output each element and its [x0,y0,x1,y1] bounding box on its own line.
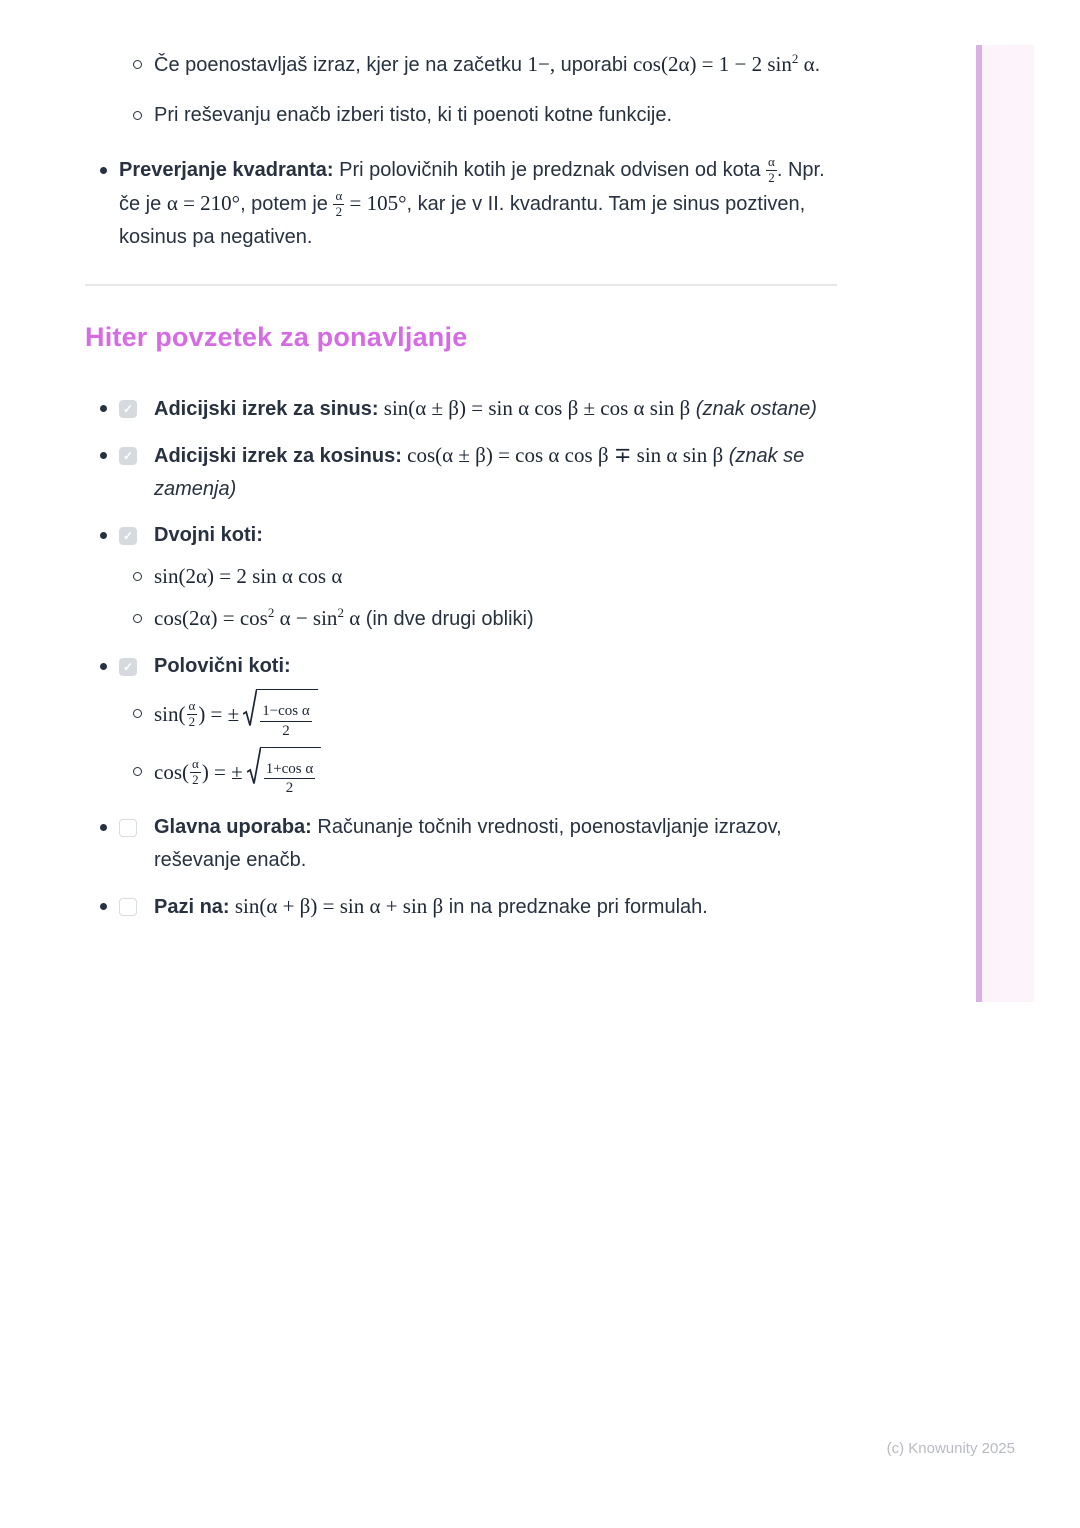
bullet-icon [100,824,107,831]
check-icon: ✓ [122,449,134,463]
math-segment: 1−, [527,52,556,76]
math-segment: cos(α ± β) = cos α cos β ∓ sin α sin β [401,443,724,467]
checkbox-checked[interactable] [119,400,137,418]
text-segment: uporabi [555,54,633,76]
math-segment: ) = ± [198,702,240,727]
math-superscript: 2 [791,51,799,66]
radical-icon [247,747,261,789]
text-segment: Računanje točnih vrednosti, poenostavljanje izrazov, reševanje enačb. [154,816,782,871]
checklist-item-adicijski-kosinus [85,439,837,506]
fraction-numerator: α [768,154,775,170]
checklist-item-dvojni-koti [85,519,837,552]
item-label: Adicijski izrek za sinus: [154,398,379,420]
fraction-alpha-over-2 [766,155,777,186]
checklist-item-pazi-na [85,890,837,924]
item-label: Pazi na: [154,896,230,918]
fraction-denominator: 2 [192,771,199,787]
copyright-notice: (c) Knowunity 2025 [886,1440,1015,1457]
fraction-alpha-over-2 [333,189,344,220]
fraction-radicand [264,760,316,799]
summary-checklist [85,392,837,924]
text-segment: , potem je [240,193,334,215]
item-label: Dvojni koti: [154,524,263,546]
checklist-item-text [154,439,837,506]
section-heading: Hiter povzetek za ponavljanje [85,322,468,352]
radicand [260,747,322,799]
item-label: Glavna uporaba: [154,816,312,838]
fraction-numerator: α [188,698,196,714]
math-segment: sin(α ± β) = sin α cos β ± cos α sin β [378,396,691,420]
checklist-item-polovicni-koti [85,650,837,683]
math-segment: cos(2α) = 1 − 2 sin [632,52,792,76]
fraction-alpha-over-2 [187,699,198,730]
formula-half-angle-sin [85,689,837,741]
fraction-numerator: α [335,188,343,204]
text-segment: (in dve drugi obliki) [360,608,534,630]
bullet-icon [100,405,107,412]
check-icon: ✓ [122,660,134,674]
circle-bullet-icon [133,572,142,581]
notes-content [85,48,837,924]
fraction-numerator: 1−cos α [260,702,312,722]
formula-half-angle-cos [85,747,837,799]
checklist-item-text [154,392,837,426]
math-segment: = 105° [344,191,407,215]
radicand [256,689,318,741]
bullet-icon [100,452,107,459]
checklist-item-text [154,650,837,683]
item-label: Polovični koti: [154,655,291,677]
radical-icon [243,689,257,731]
formula-text [154,560,837,594]
checkbox-checked[interactable] [119,527,137,545]
checklist-item-text [154,890,837,924]
tips-section [85,48,837,254]
list-item-quadrant-check [85,154,837,254]
item-note: (znak ostane) [690,398,817,420]
math-segment: ) = ± [201,759,243,784]
formula-text [154,689,837,741]
bullet-icon [100,532,107,539]
circle-bullet-icon [133,767,142,776]
math-segment: α − sin [274,606,338,630]
circle-bullet-icon [133,709,142,718]
circle-bullet-icon [133,614,142,623]
list-item-simplify-tip [85,48,837,83]
checklist-group-dvojni-koti [85,519,837,637]
checklist-item-text [154,519,837,552]
checkbox-unchecked[interactable] [119,819,137,837]
circle-bullet-icon [133,111,142,120]
check-icon: ✓ [122,402,134,416]
section-divider [85,284,837,286]
text-segment: in na predznake pri formulah. [443,896,708,918]
list-item-text [154,48,837,83]
checklist-item-glavna-uporaba [85,811,837,877]
formula-text [154,602,837,637]
checkbox-checked[interactable] [119,447,137,465]
margin-highlight-bar [976,45,1034,1002]
checklist-group-polovicni-koti [85,650,837,798]
fraction-denominator: 2 [768,170,775,186]
check-icon: ✓ [122,529,134,543]
fraction-alpha-over-2 [190,757,201,788]
fraction-denominator: 2 [188,714,196,730]
fraction-denominator: 2 [335,204,343,220]
text-segment: Pri reševanju enačb izberi tisto, ki ti poenoti kotne funkcije. [154,104,673,126]
text-segment: Pri polovičnih kotih je predznak odvisen od kota [333,159,767,181]
checkbox-checked[interactable] [119,658,137,676]
formula-double-angle-cos [85,602,837,637]
list-item-text [154,99,837,132]
fraction-denominator: 2 [282,722,290,739]
fraction-numerator: α [192,755,199,771]
math-superscript: 2 [337,605,344,620]
list-item-text [119,154,837,254]
formula-text [154,747,837,799]
checklist-item-text [154,811,837,877]
item-note: (znak se zamenja) [154,445,805,500]
sqrt-radical [243,689,318,741]
math-segment: cos( [154,759,189,784]
math-segment: α [798,52,815,76]
math-superscript: 2 [267,605,275,620]
text-segment: . Npr. če je [119,159,825,215]
list-item-equation-tip [85,99,837,132]
fraction-denominator: 2 [285,780,294,797]
text-segment: . [814,54,821,76]
bullet-icon [100,903,107,910]
math-segment: cos(2α) = cos [154,606,268,630]
formula-double-angle-sin [85,560,837,594]
math-segment: sin(2α) = 2 sin α cos α [154,564,343,588]
text-segment: , kar je v II. kvadrantu. Tam je sinus poztiven, kosinus pa negativen. [119,193,806,248]
text-segment: Če poenostavljaš izraz, kjer je na začetku [154,54,528,76]
math-segment: sin(α + β) = sin α + sin β [229,894,444,918]
item-label: Preverjanje kvadranta: [119,159,334,181]
math-segment: α = 210° [166,191,241,215]
fraction-numerator: 1+cos α [264,760,316,780]
math-segment: sin( [154,702,186,727]
bullet-icon [100,663,107,670]
math-segment: α [343,606,361,630]
sqrt-radical [247,747,322,799]
circle-bullet-icon [133,60,142,69]
fraction-radicand [260,702,312,741]
item-label: Adicijski izrek za kosinus: [154,445,402,467]
bullet-icon [100,167,107,174]
checklist-item-adicijski-sinus [85,392,837,426]
checkbox-unchecked[interactable] [119,898,137,916]
